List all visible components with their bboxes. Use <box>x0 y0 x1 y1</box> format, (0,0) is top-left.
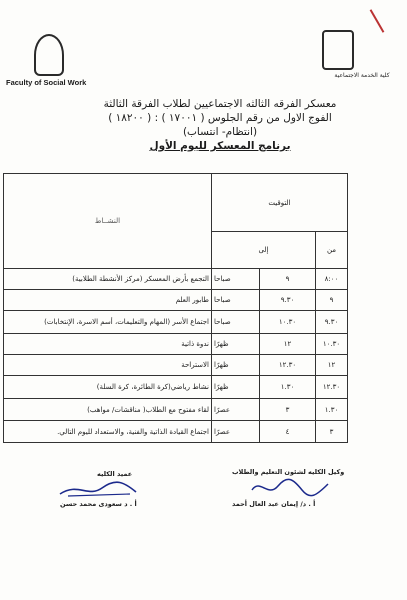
period-cell: ظهرًا <box>212 334 260 355</box>
table-row <box>4 421 348 443</box>
from-time-cell: ٩ <box>316 290 348 311</box>
activity-cell: اجتماع الأسر (المهام والتعليمات، أسم الاسرة، الإنتخابات) <box>4 311 212 334</box>
faculty-logo-icon <box>322 30 354 70</box>
to-time-cell: ٣ <box>260 399 316 421</box>
vice-dean-signature <box>250 476 330 500</box>
activity-cell: نشاط رياضي(كرة الطائرة، كرة السلة) <box>4 376 212 399</box>
period-cell: صباحا <box>212 290 260 311</box>
period-cell: صباحا <box>212 311 260 334</box>
to-time-cell: ٤ <box>260 421 316 443</box>
to-time-cell: ١٢.٣٠ <box>260 355 316 376</box>
period-cell: عصرًا <box>212 421 260 443</box>
to-time-cell: ١٢ <box>260 334 316 355</box>
period-cell: ظهرًا <box>212 355 260 376</box>
period-cell: صباحا <box>212 269 260 290</box>
period-cell: ظهرًا <box>212 376 260 399</box>
doc-title-line1: معسكر الفرقه الثالثه الاجتماعيين لطلاب الفرقة الثالثة <box>103 98 337 110</box>
activity-cell: طابور العلم <box>4 290 212 311</box>
from-time-cell: ١٠.٣٠ <box>316 334 348 355</box>
table-row <box>4 355 348 376</box>
from-time-cell: ٣ <box>316 421 348 443</box>
activity-cell: التجمع بأرض المعسكر (مركز الأنشطة الطلابية) <box>4 269 212 290</box>
to-time-cell: ٩ <box>260 269 316 290</box>
to-header: إلى <box>212 232 316 269</box>
dean-name: أ . د سعودى محمد حسن <box>60 500 137 508</box>
vice-dean-title: وكيل الكليه لشئون التعليم والطلاب <box>232 468 345 476</box>
vice-dean-name: أ . د/ إيمان عبد العال أحمد <box>232 500 316 508</box>
from-time-cell: ١.٣٠ <box>316 399 348 421</box>
table-row <box>4 311 348 334</box>
period-cell: عصرًا <box>212 399 260 421</box>
faculty-name-ar: كلية الخدمة الاجتماعية <box>334 72 390 79</box>
pen-mark <box>370 9 385 33</box>
table-row <box>4 376 348 399</box>
dean-title: عميد الكليه <box>97 470 133 478</box>
table-row <box>4 334 348 355</box>
to-time-cell: ١٠.٣٠ <box>260 311 316 334</box>
activity-cell: لقاء مفتوح مع الطلاب( مناقشات/ مواهب) <box>4 399 212 421</box>
from-time-cell: ١٢.٣٠ <box>316 376 348 399</box>
from-header: من <box>316 232 348 269</box>
time-header: التوقيت <box>212 174 348 232</box>
table-row <box>4 290 348 311</box>
dean-signature <box>58 478 138 500</box>
activity-header: النشــاط <box>4 174 212 269</box>
faculty-name-en: Faculty of Social Work <box>6 78 87 87</box>
activity-cell: اجتماع القيادة الذاتية والفنية، والاستعداد لليوم التالي. <box>4 421 212 443</box>
table-row <box>4 399 348 421</box>
activity-cell: الاستراحة <box>4 355 212 376</box>
university-logo-icon <box>34 34 64 76</box>
doc-title-line4: برنامج المعسكر لليوم الأول <box>149 140 291 152</box>
doc-title-line3: (انتظام- انتساب) <box>182 126 258 138</box>
to-time-cell: ١.٣٠ <box>260 376 316 399</box>
doc-title-line2: الفوج الاول من رقم الجلوس ( ١٧٠٠١ ) : ( ١٨٢٠٠ ) <box>108 112 332 124</box>
from-time-cell: ٨:٠٠ <box>316 269 348 290</box>
from-time-cell: ٩.٣٠ <box>316 311 348 334</box>
table-row <box>4 269 348 290</box>
schedule-table <box>3 173 348 443</box>
activity-cell: ندوة ذاتية <box>4 334 212 355</box>
from-time-cell: ١٢ <box>316 355 348 376</box>
to-time-cell: ٩.٣٠ <box>260 290 316 311</box>
